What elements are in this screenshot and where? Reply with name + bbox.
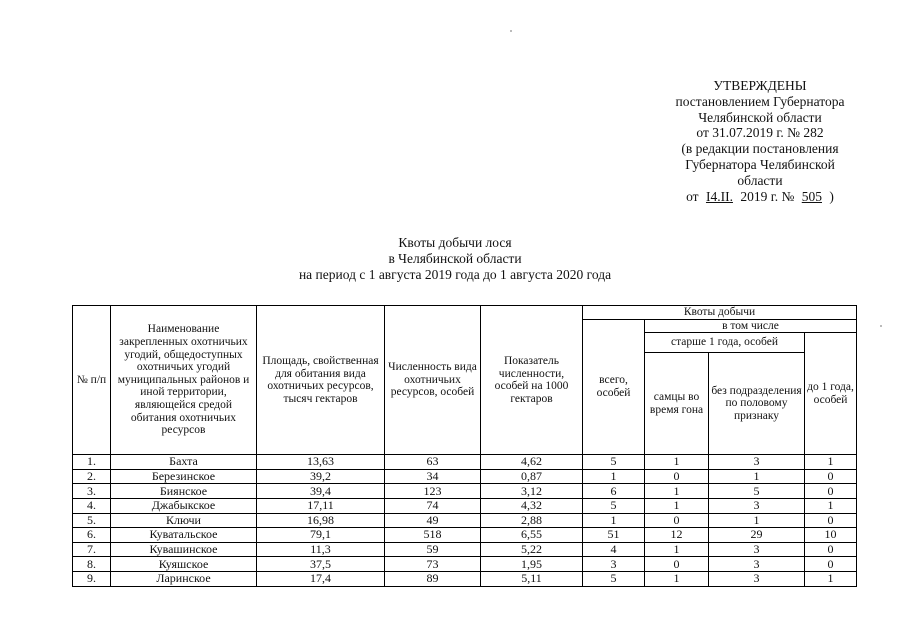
scan-speck: [510, 30, 512, 32]
cell-name: Джабыкское: [111, 498, 257, 513]
cell-total: 4: [583, 542, 645, 557]
header-males: самцы во время гона: [645, 353, 709, 455]
table-row: [73, 469, 857, 484]
cell-density: 3,12: [481, 484, 583, 499]
approval-date-line: [640, 189, 880, 205]
header-nosex: без подразделения по половому признаку: [709, 353, 805, 455]
cell-density: 5,11: [481, 571, 583, 586]
date-value: I4.II.: [705, 188, 733, 204]
cell-num: 1.: [73, 455, 111, 470]
cell-total: 1: [583, 469, 645, 484]
date-suffix: 2019 г. №: [740, 188, 795, 204]
cell-total: 1: [583, 513, 645, 528]
cell-nosex: 3: [709, 455, 805, 470]
cell-total: 5: [583, 455, 645, 470]
cell-num: 9.: [73, 571, 111, 586]
cell-total: 5: [583, 571, 645, 586]
cell-num: 2.: [73, 469, 111, 484]
header-density: Показатель численности, особей на 1000 гектаров: [481, 306, 583, 455]
approval-line: постановлением Губернатора: [675, 93, 845, 109]
cell-nosex: 5: [709, 484, 805, 499]
cell-young: 1: [805, 455, 857, 470]
cell-area: 37,5: [257, 557, 385, 572]
approval-stamp: [640, 78, 880, 204]
cell-young: 0: [805, 542, 857, 557]
document-title: [240, 235, 670, 282]
cell-density: 4,62: [481, 455, 583, 470]
cell-name: Куватальское: [111, 528, 257, 543]
cell-num: 4.: [73, 498, 111, 513]
approval-line: Челябинской области: [698, 109, 822, 125]
cell-name: Ларинское: [111, 571, 257, 586]
cell-young: 1: [805, 571, 857, 586]
cell-area: 17,4: [257, 571, 385, 586]
cell-density: 2,88: [481, 513, 583, 528]
header-name: Наименование закрепленных охотничьих угодий, общедоступных охотничьих угодий муниципальных районов и иной территории, являющейся средой обитания охотничьих ресурсов: [111, 306, 257, 455]
approval-line: от 31.07.2019 г. № 282: [696, 125, 824, 141]
cell-total: 3: [583, 557, 645, 572]
cell-count: 34: [385, 469, 481, 484]
table-row: [73, 513, 857, 528]
cell-young: 0: [805, 469, 857, 484]
cell-num: 5.: [73, 513, 111, 528]
cell-nosex: 29: [709, 528, 805, 543]
header-total: всего, особей: [583, 319, 645, 455]
cell-males: 0: [645, 557, 709, 572]
cell-area: 39,4: [257, 484, 385, 499]
table-row: [73, 528, 857, 543]
quota-table: [72, 305, 857, 587]
header-num: № п/п: [73, 306, 111, 455]
title-line: в Челябинской области: [388, 250, 522, 266]
header-count: Численность вида охотничьих ресурсов, особей: [385, 306, 481, 455]
cell-males: 0: [645, 469, 709, 484]
cell-density: 4,32: [481, 498, 583, 513]
cell-num: 3.: [73, 484, 111, 499]
table-row: [73, 498, 857, 513]
cell-males: 1: [645, 455, 709, 470]
cell-young: 1: [805, 498, 857, 513]
cell-area: 11,3: [257, 542, 385, 557]
approval-line: Губернатора Челябинской: [685, 156, 835, 172]
table-row: [73, 557, 857, 572]
cell-area: 16,98: [257, 513, 385, 528]
cell-nosex: 3: [709, 498, 805, 513]
cell-name: Биянское: [111, 484, 257, 499]
cell-count: 73: [385, 557, 481, 572]
cell-name: Бахта: [111, 455, 257, 470]
cell-density: 5,22: [481, 542, 583, 557]
cell-name: Кувашинское: [111, 542, 257, 557]
cell-density: 0,87: [481, 469, 583, 484]
cell-nosex: 3: [709, 557, 805, 572]
cell-males: 1: [645, 571, 709, 586]
closing-paren: ): [829, 188, 834, 204]
cell-count: 89: [385, 571, 481, 586]
cell-count: 74: [385, 498, 481, 513]
cell-males: 0: [645, 513, 709, 528]
cell-num: 8.: [73, 557, 111, 572]
cell-area: 39,2: [257, 469, 385, 484]
cell-young: 0: [805, 557, 857, 572]
cell-total: 5: [583, 498, 645, 513]
cell-nosex: 1: [709, 513, 805, 528]
cell-area: 13,63: [257, 455, 385, 470]
cell-count: 123: [385, 484, 481, 499]
cell-count: 59: [385, 542, 481, 557]
cell-nosex: 3: [709, 571, 805, 586]
table-row: [73, 571, 857, 586]
cell-count: 63: [385, 455, 481, 470]
approval-line: области: [737, 172, 783, 188]
approval-heading: УТВЕРЖДЕНЫ: [713, 78, 807, 93]
scan-speck: [880, 325, 882, 327]
table-row: [73, 542, 857, 557]
cell-males: 1: [645, 484, 709, 499]
cell-num: 6.: [73, 528, 111, 543]
table-row: [73, 484, 857, 499]
header-quotas: Квоты добычи: [583, 306, 857, 320]
title-line: Квоты добычи лося: [398, 235, 512, 250]
cell-young: 0: [805, 513, 857, 528]
cell-nosex: 3: [709, 542, 805, 557]
cell-name: Куяшское: [111, 557, 257, 572]
cell-males: 12: [645, 528, 709, 543]
cell-density: 6,55: [481, 528, 583, 543]
title-line: на период с 1 августа 2019 года до 1 августа 2020 года: [298, 266, 612, 282]
cell-area: 79,1: [257, 528, 385, 543]
cell-total: 6: [583, 484, 645, 499]
header-older: старше 1 года, особей: [645, 333, 805, 353]
cell-name: Березинское: [111, 469, 257, 484]
cell-young: 10: [805, 528, 857, 543]
cell-name: Ключи: [111, 513, 257, 528]
cell-young: 0: [805, 484, 857, 499]
decree-number: 505: [801, 188, 822, 204]
cell-males: 1: [645, 498, 709, 513]
cell-area: 17,11: [257, 498, 385, 513]
table-row: [73, 455, 857, 470]
header-including: в том числе: [645, 319, 857, 333]
cell-nosex: 1: [709, 469, 805, 484]
date-prefix: от: [686, 188, 699, 204]
cell-density: 1,95: [481, 557, 583, 572]
cell-count: 518: [385, 528, 481, 543]
header-area: Площадь, свойственная для обитания вида охотничьих ресурсов, тысяч гектаров: [257, 306, 385, 455]
cell-count: 49: [385, 513, 481, 528]
approval-line: (в редакции постановления: [681, 141, 839, 157]
cell-total: 51: [583, 528, 645, 543]
cell-males: 1: [645, 542, 709, 557]
header-young: до 1 года, особей: [805, 333, 857, 455]
cell-num: 7.: [73, 542, 111, 557]
